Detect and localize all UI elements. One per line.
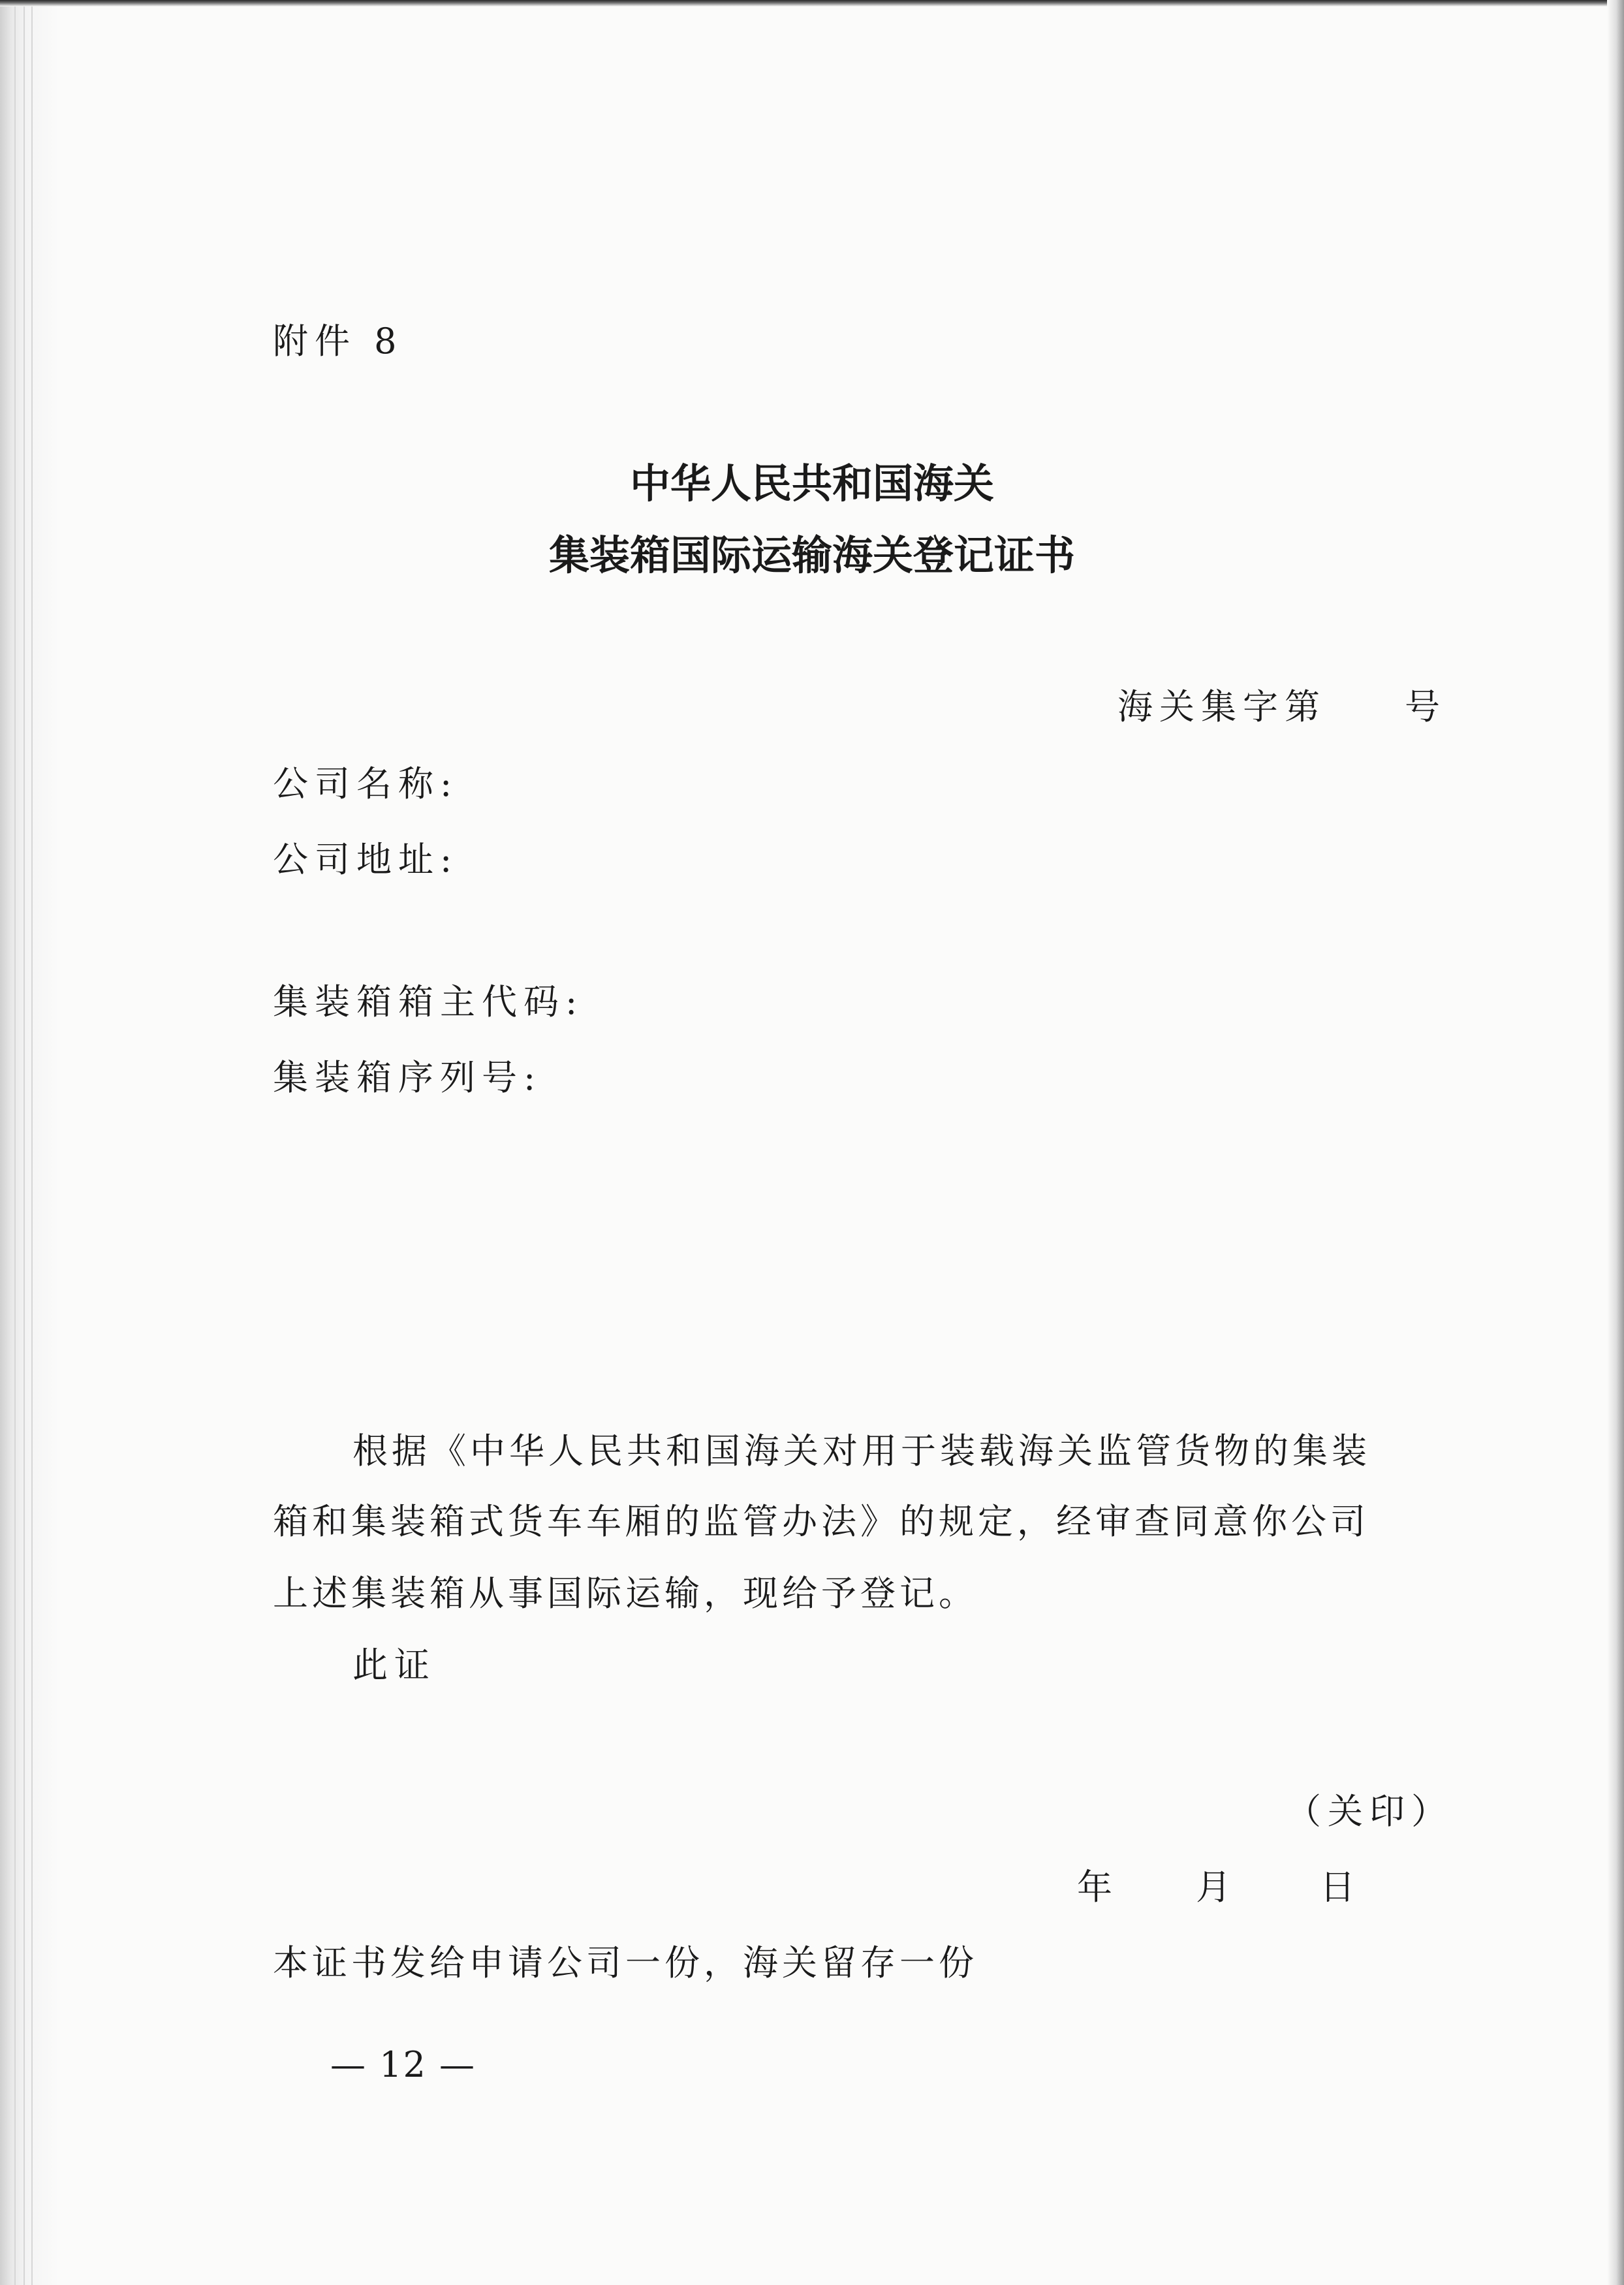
date-month: 月 (1196, 1867, 1238, 1908)
footnote: 本证书发给申请公司一份，海关留存一份 (273, 1942, 978, 1983)
page-number: — 12 — (330, 2044, 476, 2085)
date-year: 年 (1077, 1867, 1119, 1908)
company-address-label: 公司地址: (273, 839, 459, 880)
binding-line (14, 0, 16, 2285)
title-line-2: 集装箱国际运输海关登记证书 (548, 531, 1075, 579)
body-line-3: 上述集装箱从事国际运输，现给予登记。 (273, 1573, 978, 1614)
body-line-2: 箱和集装箱式货车车厢的监管办法》的规定，经审查同意你公司 (273, 1501, 1369, 1542)
company-name-label: 公司名称: (273, 763, 459, 804)
cert-number-prefix: 海关集字第 (1117, 686, 1326, 727)
scan-right-edge (1607, 0, 1624, 2285)
container-owner-code-label: 集装箱箱主代码: (273, 981, 584, 1022)
date-day: 日 (1320, 1867, 1362, 1908)
seal-label: （关印） (1286, 1791, 1453, 1832)
cert-number-suffix: 号 (1405, 686, 1446, 727)
scan-top-edge (0, 0, 1624, 7)
title-line-1: 中华人民共和国海关 (629, 460, 994, 507)
binding-line (31, 0, 33, 2285)
container-serial-number-label: 集装箱序列号: (273, 1057, 542, 1098)
scan-binding-edge (0, 0, 59, 2285)
closing-text: 此证 (352, 1645, 436, 1686)
attachment-label: 附件 8 (273, 321, 403, 362)
binding-line (23, 0, 25, 2285)
body-line-1: 根据《中华人民共和国海关对用于装载海关监管货物的集装 (352, 1430, 1371, 1472)
